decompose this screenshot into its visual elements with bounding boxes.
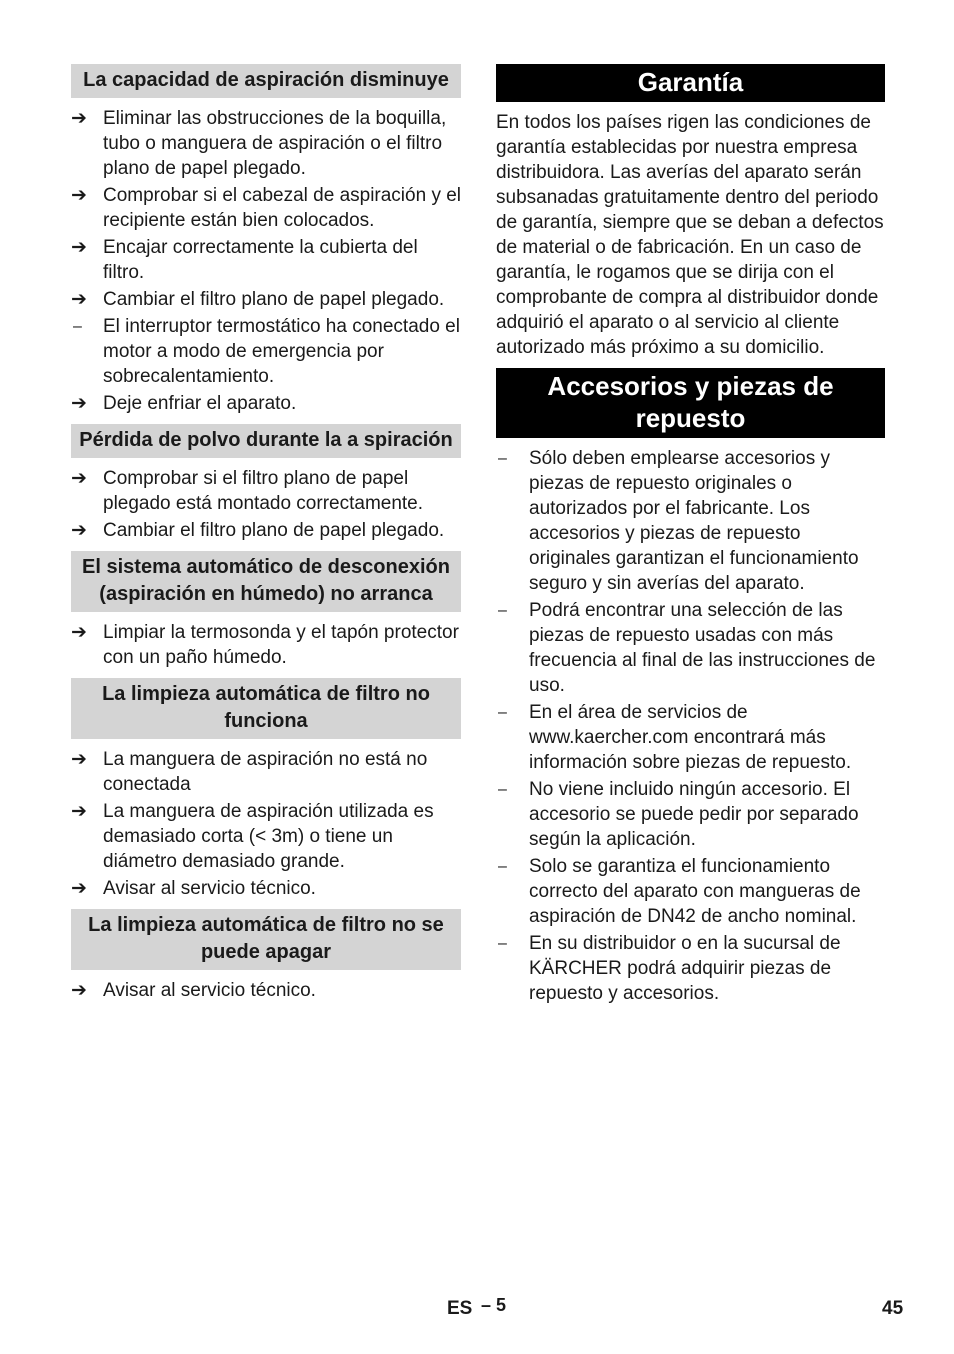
item-text: Encajar correctamente la cubierta del filtro. [103, 237, 418, 283]
item-text: Deje enfriar el aparato. [103, 393, 297, 414]
list-item [71, 747, 461, 797]
arrow-icon: ➔ [71, 468, 87, 489]
item-text: Podrá encontrar una selección de las piezas de repuesto usadas con más frecuencia al final de las instrucciones de uso. [529, 600, 876, 696]
arrow-icon: ➔ [71, 185, 87, 206]
warranty-text: En todos los países rigen las condiciones de garantía establecidas por nuestra empresa distribuidora. Las averías del aparato serán subsanadas gratuitamente dentro del periodo de garantía, siempre que se deban a defectos de material o de fabricación. En un caso de garantía, le rogamos que se dirija con el comprobante de compra al distribuidor donde adquirió el aparato o al servicio al cliente autorizado más próximo a su domicilio. [496, 112, 884, 358]
dash-icon: – [498, 935, 507, 952]
list-item [71, 466, 461, 516]
dash-icon: – [498, 704, 507, 721]
section-heading: Pérdida de polvo durante la a spiración [71, 424, 461, 458]
list-item [71, 620, 461, 670]
item-text: En su distribuidor o en la sucursal de KÄRCHER podrá adquirir piezas de repuesto y accesorios. [529, 933, 841, 1004]
list-item [71, 978, 461, 1003]
list-item [496, 777, 885, 852]
dash-icon: – [73, 318, 82, 335]
section-auto-shutoff [71, 551, 461, 670]
arrow-icon: ➔ [71, 520, 87, 541]
section-filter-cleaning-cannot-stop [71, 909, 461, 1003]
list-item [71, 799, 461, 874]
list-item [71, 876, 461, 901]
list-item [71, 314, 461, 389]
item-text: La manguera de aspiración no está no conectada [103, 749, 428, 795]
section-heading: La limpieza automática de filtro no se puede apagar [71, 909, 461, 970]
item-list [71, 466, 461, 543]
section-suction-decreases [71, 64, 461, 416]
dash-icon: – [498, 450, 507, 467]
right-column [496, 64, 885, 1008]
arrow-icon: ➔ [71, 622, 87, 643]
item-text: Sólo deben emplearse accesorios y piezas de repuesto originales o autorizados por el fabricante. Los accesorios y piezas de repuesto originales garantizan el funcionamiento seguro y sin averías del aparato. [529, 448, 859, 594]
footer-page-number: 45 [882, 1298, 904, 1319]
section-heading: La limpieza automática de filtro no funciona [71, 678, 461, 739]
list-item [71, 235, 461, 285]
dash-icon: – [498, 602, 507, 619]
item-text: Cambiar el filtro plano de papel plegado. [103, 520, 445, 541]
arrow-icon: ➔ [71, 980, 87, 1001]
section-dust-loss [71, 424, 461, 543]
section-accessories [496, 368, 885, 1006]
list-item [71, 106, 461, 181]
item-text: En el área de servicios de www.kaercher.com encontrará más información sobre piezas de repuesto. [529, 702, 852, 773]
item-list [71, 106, 461, 416]
accessories-heading: Accesorios y piezas de repuesto [496, 368, 885, 438]
item-list [71, 620, 461, 670]
list-item [496, 598, 885, 698]
footer-language: ES [447, 1298, 473, 1319]
item-text: Avisar al servicio técnico. [103, 878, 316, 899]
item-text: Cambiar el filtro plano de papel plegado. [103, 289, 445, 310]
arrow-icon: ➔ [71, 749, 87, 770]
section-warranty [496, 64, 885, 360]
item-list [71, 978, 461, 1003]
item-text: La manguera de aspiración utilizada es demasiado corta (< 3m) o tiene un diámetro demasiado grande. [103, 801, 434, 872]
list-item [496, 446, 885, 596]
arrow-icon: ➔ [71, 801, 87, 822]
item-list [496, 446, 885, 1006]
arrow-icon: ➔ [71, 393, 87, 414]
item-text: Solo se garantiza el funcionamiento correcto del aparato con mangueras de aspiración de DN42 de ancho nominal. [529, 856, 861, 927]
list-item [496, 854, 885, 929]
item-text: Comprobar si el filtro plano de papel plegado está montado correctamente. [103, 468, 424, 514]
item-list [71, 747, 461, 901]
item-text: Limpiar la termosonda y el tapón protector con un paño húmedo. [103, 622, 459, 668]
left-column [71, 64, 461, 1005]
item-text: El interruptor termostático ha conectado el motor a modo de emergencia por sobrecalentamiento. [103, 316, 460, 387]
arrow-icon: ➔ [71, 289, 87, 310]
list-item [496, 931, 885, 1006]
arrow-icon: ➔ [71, 108, 87, 129]
list-item [71, 287, 461, 312]
item-text: Comprobar si el cabezal de aspiración y el recipiente están bien colocados. [103, 185, 462, 231]
list-item [71, 183, 461, 233]
section-heading: El sistema automático de desconexión (aspiración en húmedo) no arranca [71, 551, 461, 612]
item-text: Eliminar las obstrucciones de la boquilla, tubo o manguera de aspiración o el filtro plano de papel plegado. [103, 108, 447, 179]
arrow-icon: ➔ [71, 237, 87, 258]
list-item [71, 391, 461, 416]
footer-section-page: – 5 [481, 1295, 507, 1315]
arrow-icon: ➔ [71, 878, 87, 899]
dash-icon: – [498, 781, 507, 798]
list-item [71, 518, 461, 543]
item-text: Avisar al servicio técnico. [103, 980, 316, 1001]
section-heading: La capacidad de aspiración disminuye [71, 64, 461, 98]
warranty-heading: Garantía [496, 64, 885, 102]
item-text: No viene incluido ningún accesorio. El accesorio se puede pedir por separado según la aplicación. [529, 779, 859, 850]
section-filter-cleaning-not-working [71, 678, 461, 901]
dash-icon: – [498, 858, 507, 875]
list-item [496, 700, 885, 775]
